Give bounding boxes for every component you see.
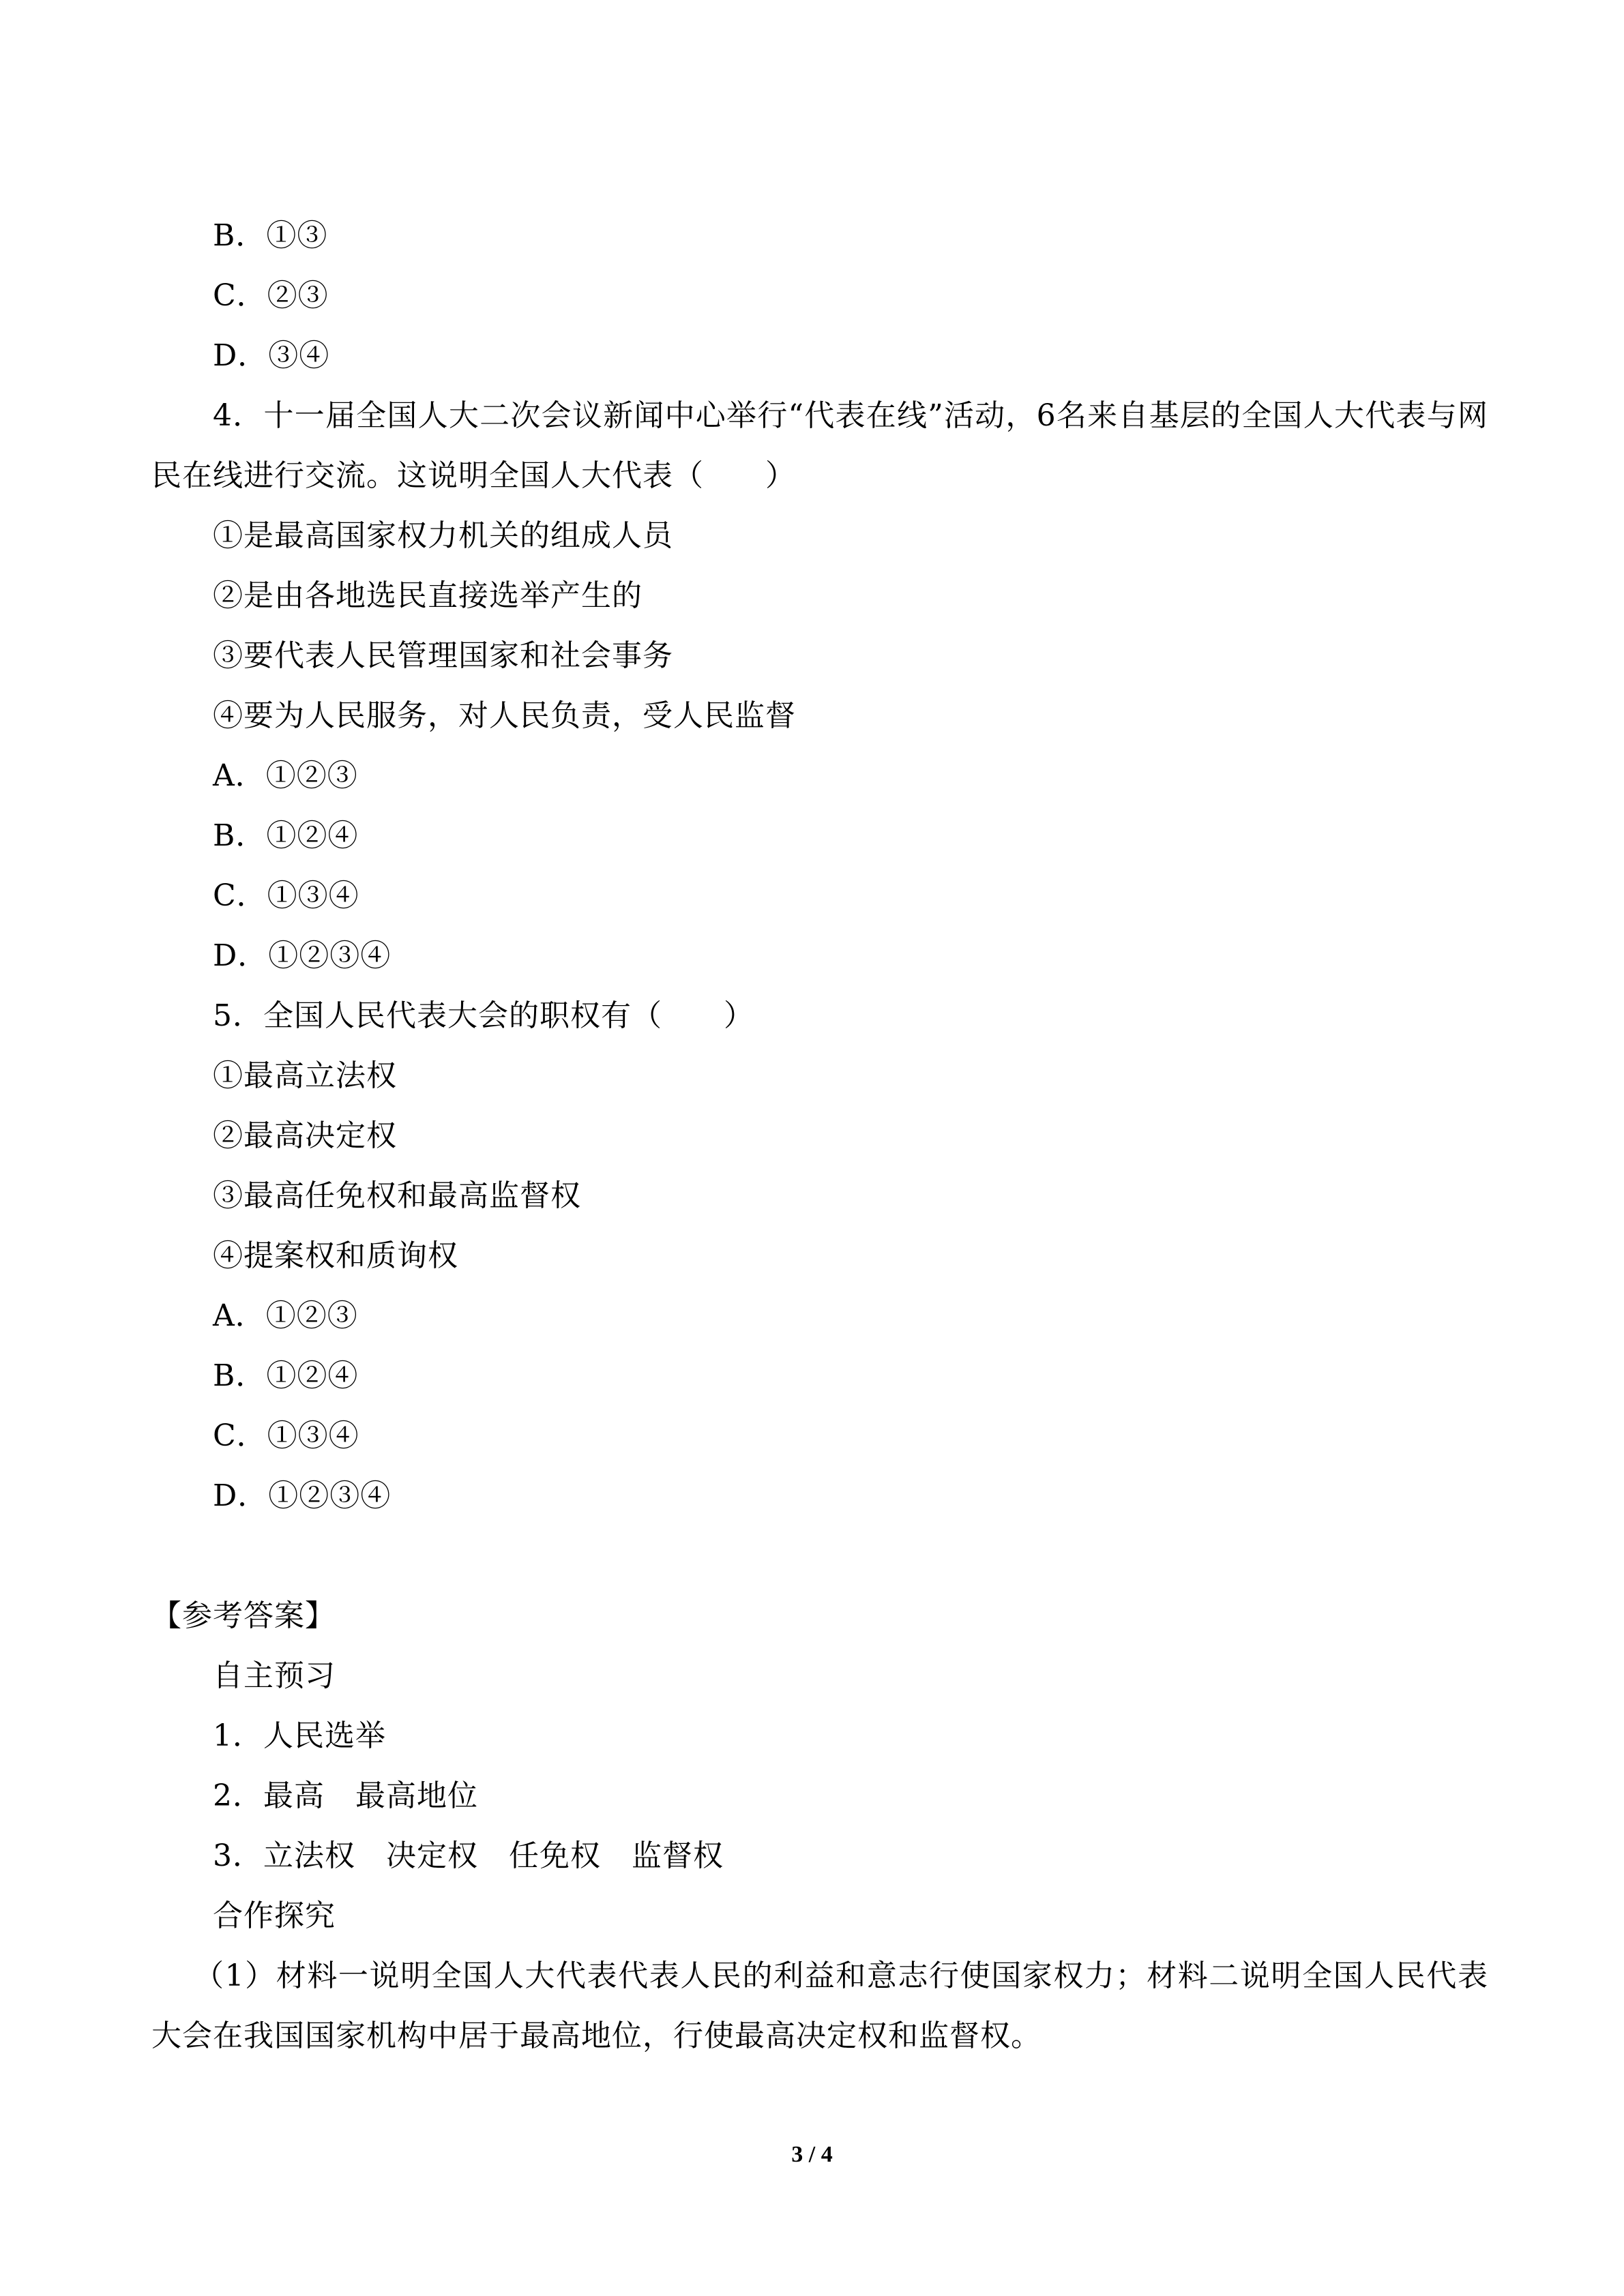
q4-option-c: C．①③④ xyxy=(213,878,359,913)
q5-option-c: C．①③④ xyxy=(213,1418,359,1453)
q5-stem: 5．全国人民代表大会的职权有（ ） xyxy=(213,998,754,1033)
cooperation-title: 合作探究 xyxy=(213,1898,336,1933)
self-study-item-1: 1．人民选举 xyxy=(213,1718,386,1753)
q4-option-a: A．①②③ xyxy=(213,758,358,793)
q3-option-d: D．③④ xyxy=(213,338,330,373)
q5-statement-4: ④提案权和质询权 xyxy=(213,1238,458,1273)
q4-statement-2: ②是由各地选民直接选举产生的 xyxy=(213,578,643,613)
q3-option-b: B．①③ xyxy=(213,218,328,253)
page-number: 3 / 4 xyxy=(791,2142,833,2167)
q3-option-c: C．②③ xyxy=(213,278,329,313)
q5-statement-3: ③最高任免权和最高监督权 xyxy=(213,1178,581,1213)
self-study-title: 自主预习 xyxy=(213,1658,336,1693)
q5-statement-2: ②最高决定权 xyxy=(213,1118,397,1153)
q4-statement-3: ③要代表人民管理国家和社会事务 xyxy=(213,638,673,673)
q5-option-a: A．①②③ xyxy=(213,1298,358,1333)
self-study-item-3: 3．立法权 决定权 任免权 监督权 xyxy=(213,1838,724,1873)
self-study-item-2: 2．最高 最高地位 xyxy=(213,1778,478,1813)
q4-option-d: D．①②③④ xyxy=(213,938,392,973)
q5-option-d: D．①②③④ xyxy=(213,1478,392,1513)
q4-statement-4: ④要为人民服务，对人民负责，受人民监督 xyxy=(213,698,796,733)
cooperation-answer-1: （1）材料一说明全国人大代表代表人民的利益和意志行使国家权力；材料二说明全国人民代表大会在我国国家机构中居于最高地位，行使最高决定权和监督权。 xyxy=(151,1958,1488,2053)
q4-option-b: B．①②④ xyxy=(213,818,359,853)
q4-stem: 4．十一届全国人大二次会议新闻中心举行“代表在线”活动，6名来自基层的全国人大代表与网民在线进行交流。这说明全国人大代表（ ） xyxy=(151,398,1488,493)
q5-statement-1: ①最高立法权 xyxy=(213,1058,397,1093)
q5-option-b: B．①②④ xyxy=(213,1358,359,1393)
answers-heading: 【参考答案】 xyxy=(151,1598,336,1633)
q4-statement-1: ①是最高国家权力机关的组成人员 xyxy=(213,518,673,553)
